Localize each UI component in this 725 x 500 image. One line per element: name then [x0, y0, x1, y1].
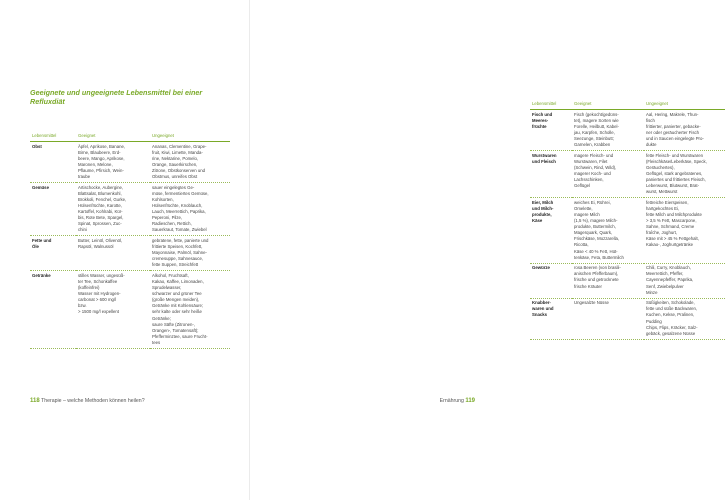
column-header-unsuitable: Ungeeignet: [150, 132, 230, 142]
column-header-suitable: Geeignet: [572, 100, 644, 110]
unsuitable-cell: fettreiche Eierspeisen, hartgekochtes Ei, fette Milch und Milchprodukte > 3,5 % Fett, Mascarpone, Sahne, Schmand, Creme fraîche, Joghurt, Käse mit > 45 % Fettgehalt, Kakao-, Joghurtgetränke: [644, 198, 725, 263]
table-row: [30, 142, 230, 183]
unsuitable-cell: Chili, Curry, Knoblauch, Meerrettich, Pfeffer, Cayennepfeffer, Paprika, Senf, Zwiebelpulver Minze: [644, 263, 725, 298]
table-row: [30, 183, 230, 236]
suitable-cell: Fisch (gekocht/gedüns- tet), magere Sorten wie Forelle, Heilbutt, Kabel- jau, Karpfen, Scholle, Seezunge, Steinbutt; Garnelen, Krabben: [572, 110, 644, 151]
table-header-row: [530, 100, 725, 110]
page-footer-right: [440, 398, 475, 404]
suitable-cell: Artischocke, Aubergine, Blattsalat, Blumenkohl, Brokkoli, Fenchel, Gurke, Hülsenfrüchte, Karotte, Kartoffel, Kohlrabi, Kür- bis, Rote Bete, Spargel, Spinat, Sprossen, Zuc- chini: [76, 183, 150, 236]
page-footer-left: [30, 398, 145, 404]
table-row: [530, 263, 725, 298]
running-title: Therapie – welche Methoden können heilen?: [41, 398, 145, 404]
table-header-row: [30, 132, 230, 142]
page-number: 119: [465, 398, 475, 404]
suitable-cell: Butter, Leinöl, Olivenöl, Rapsöl, Walnussöl: [76, 236, 150, 271]
food-table-right: [530, 100, 725, 340]
suitable-cell: weiches Ei, Rührei, Omelette, magere Milch (1,5 %), magere Milch- produkte, Buttermilch, Magerquark, Quark, Frischkäse, Mozzarella, Ricotta, Käse < 40 % Fett, Hüt- tenkäse, Feta, Buttermilch: [572, 198, 644, 263]
column-header-unsuitable: Ungeeignet: [644, 100, 725, 110]
row-category: Wurstwaren und Fleisch: [530, 151, 572, 198]
row-category: Obst: [30, 142, 76, 183]
row-category: Fisch und Meeres- früchte: [530, 110, 572, 151]
table-row: [30, 236, 230, 271]
suitable-cell: Äpfel, Aprikose, Banane, Birne, Blaubeere, Erd- beere, Mango, Aprikose, Maronen, Melone, Pflaume, Pfirsich, Wein- traube: [76, 142, 150, 183]
unsuitable-cell: gebratene, fette, panierte und frittierte Speisen, Kochfett, Mayonnaise, Palmöl, Sahne- cremesuppe, Sahnesauce, fette Suppen, Streichfett: [150, 236, 230, 271]
running-title: Ernährung: [439, 398, 464, 404]
table-row: [530, 110, 725, 151]
left-page: [0, 0, 250, 500]
row-category: Gewürze: [530, 263, 572, 298]
unsuitable-cell: Aal, Hering, Makrele, Thun- fisch frittierter, panierter, gebacke- ner oder geräucherter Fisch und in Saucen eingelegte Pro- dukte: [644, 110, 725, 151]
unsuitable-cell: Ananas, Clementine, Grape- fruit, Kiwi, Limette, Manda- rine, Nektarine, Pomelo, Orange, Sauerkirschen, Zitrone, Obstkonserven und Obstmus, unreifes Obst: [150, 142, 230, 183]
row-category: Eier, Milch und Milch- produkte, Käse: [530, 198, 572, 263]
unsuitable-cell: Süßigkeiten, Schokolade, fette und süße Backwaren, Kuchen, Kekse, Pralinen, Pudding Chips, Flips, Kräcker, Salz- gebäck, gesalzene Nüsse: [644, 298, 725, 339]
row-category: Knabber- waren und Snacks: [530, 298, 572, 339]
column-header-food: Lebensmittel: [530, 100, 572, 110]
column-header-food: Lebensmittel: [30, 132, 76, 142]
row-category: Gemüse: [30, 183, 76, 236]
unsuitable-cell: fette Fleisch- und Wurstwaren (Fleischkäse/Leberkäse, Speck, Geräuchertes), Geflügel, stark angebratenes, paniertes und frittiertes Fleisch, Leberwurst, Blutwurst, Brat- wurst, Mettwurst: [644, 151, 725, 198]
suitable-cell: stilles Wasser, ungesüß- ter Tee, Schonkaffee (koffeinfrei) Wasser mit Hydrogen- carbonat > 600 mg/l bzw. > 1500 mg/l expellent: [76, 271, 150, 349]
table-row: [530, 151, 725, 198]
table-row: [30, 271, 230, 349]
right-page: [250, 0, 707, 500]
section-heading: Geeignete und ungeeignete Lebensmittel bei einer Refluxdiät: [30, 88, 203, 106]
unsuitable-cell: sauer eingelegtes Ge- müse, fermentiertes Gemüse, Kohlsorten, Hülsenfrüchte, Knoblauch, Lauch, Meerrettich, Paprika, Peperoni, Pilze, Radieschen, Rettich, Sauerkraut, Tomate, Zwiebel: [150, 183, 230, 236]
page-number: 118: [30, 398, 40, 404]
column-header-suitable: Geeignet: [76, 132, 150, 142]
food-table-left: [30, 132, 230, 349]
suitable-cell: Ungesalzte Nüsse: [572, 298, 644, 339]
row-category: Fette und Öle: [30, 236, 76, 271]
suitable-cell: magere Fleisch- und Wurstwaren, Filet (Schwein, Rind, Wild), magerer Koch- und Lachsschinken, Geflügel: [572, 151, 644, 198]
suitable-cell: rosa Beeren (von brasili- anischen Pfefferbaum), frische und getrocknete frische Kräuter: [572, 263, 644, 298]
unsuitable-cell: Alkohol, Fruchtsaft, Kakao, Kaffee, Limonaden, Sprudelwasser, schwarzer und grüner Tee (große Mengen meiden), Getränke mit Kohlensäure; sehr kalte oder sehr heiße Getränke; saure Säfte (Zitronen-, Orangen-, Tomatensaft); Pfefferminztee, saure Frucht- tees: [150, 271, 230, 349]
row-category: Getränke: [30, 271, 76, 349]
table-row: [530, 198, 725, 263]
table-row: [530, 298, 725, 339]
